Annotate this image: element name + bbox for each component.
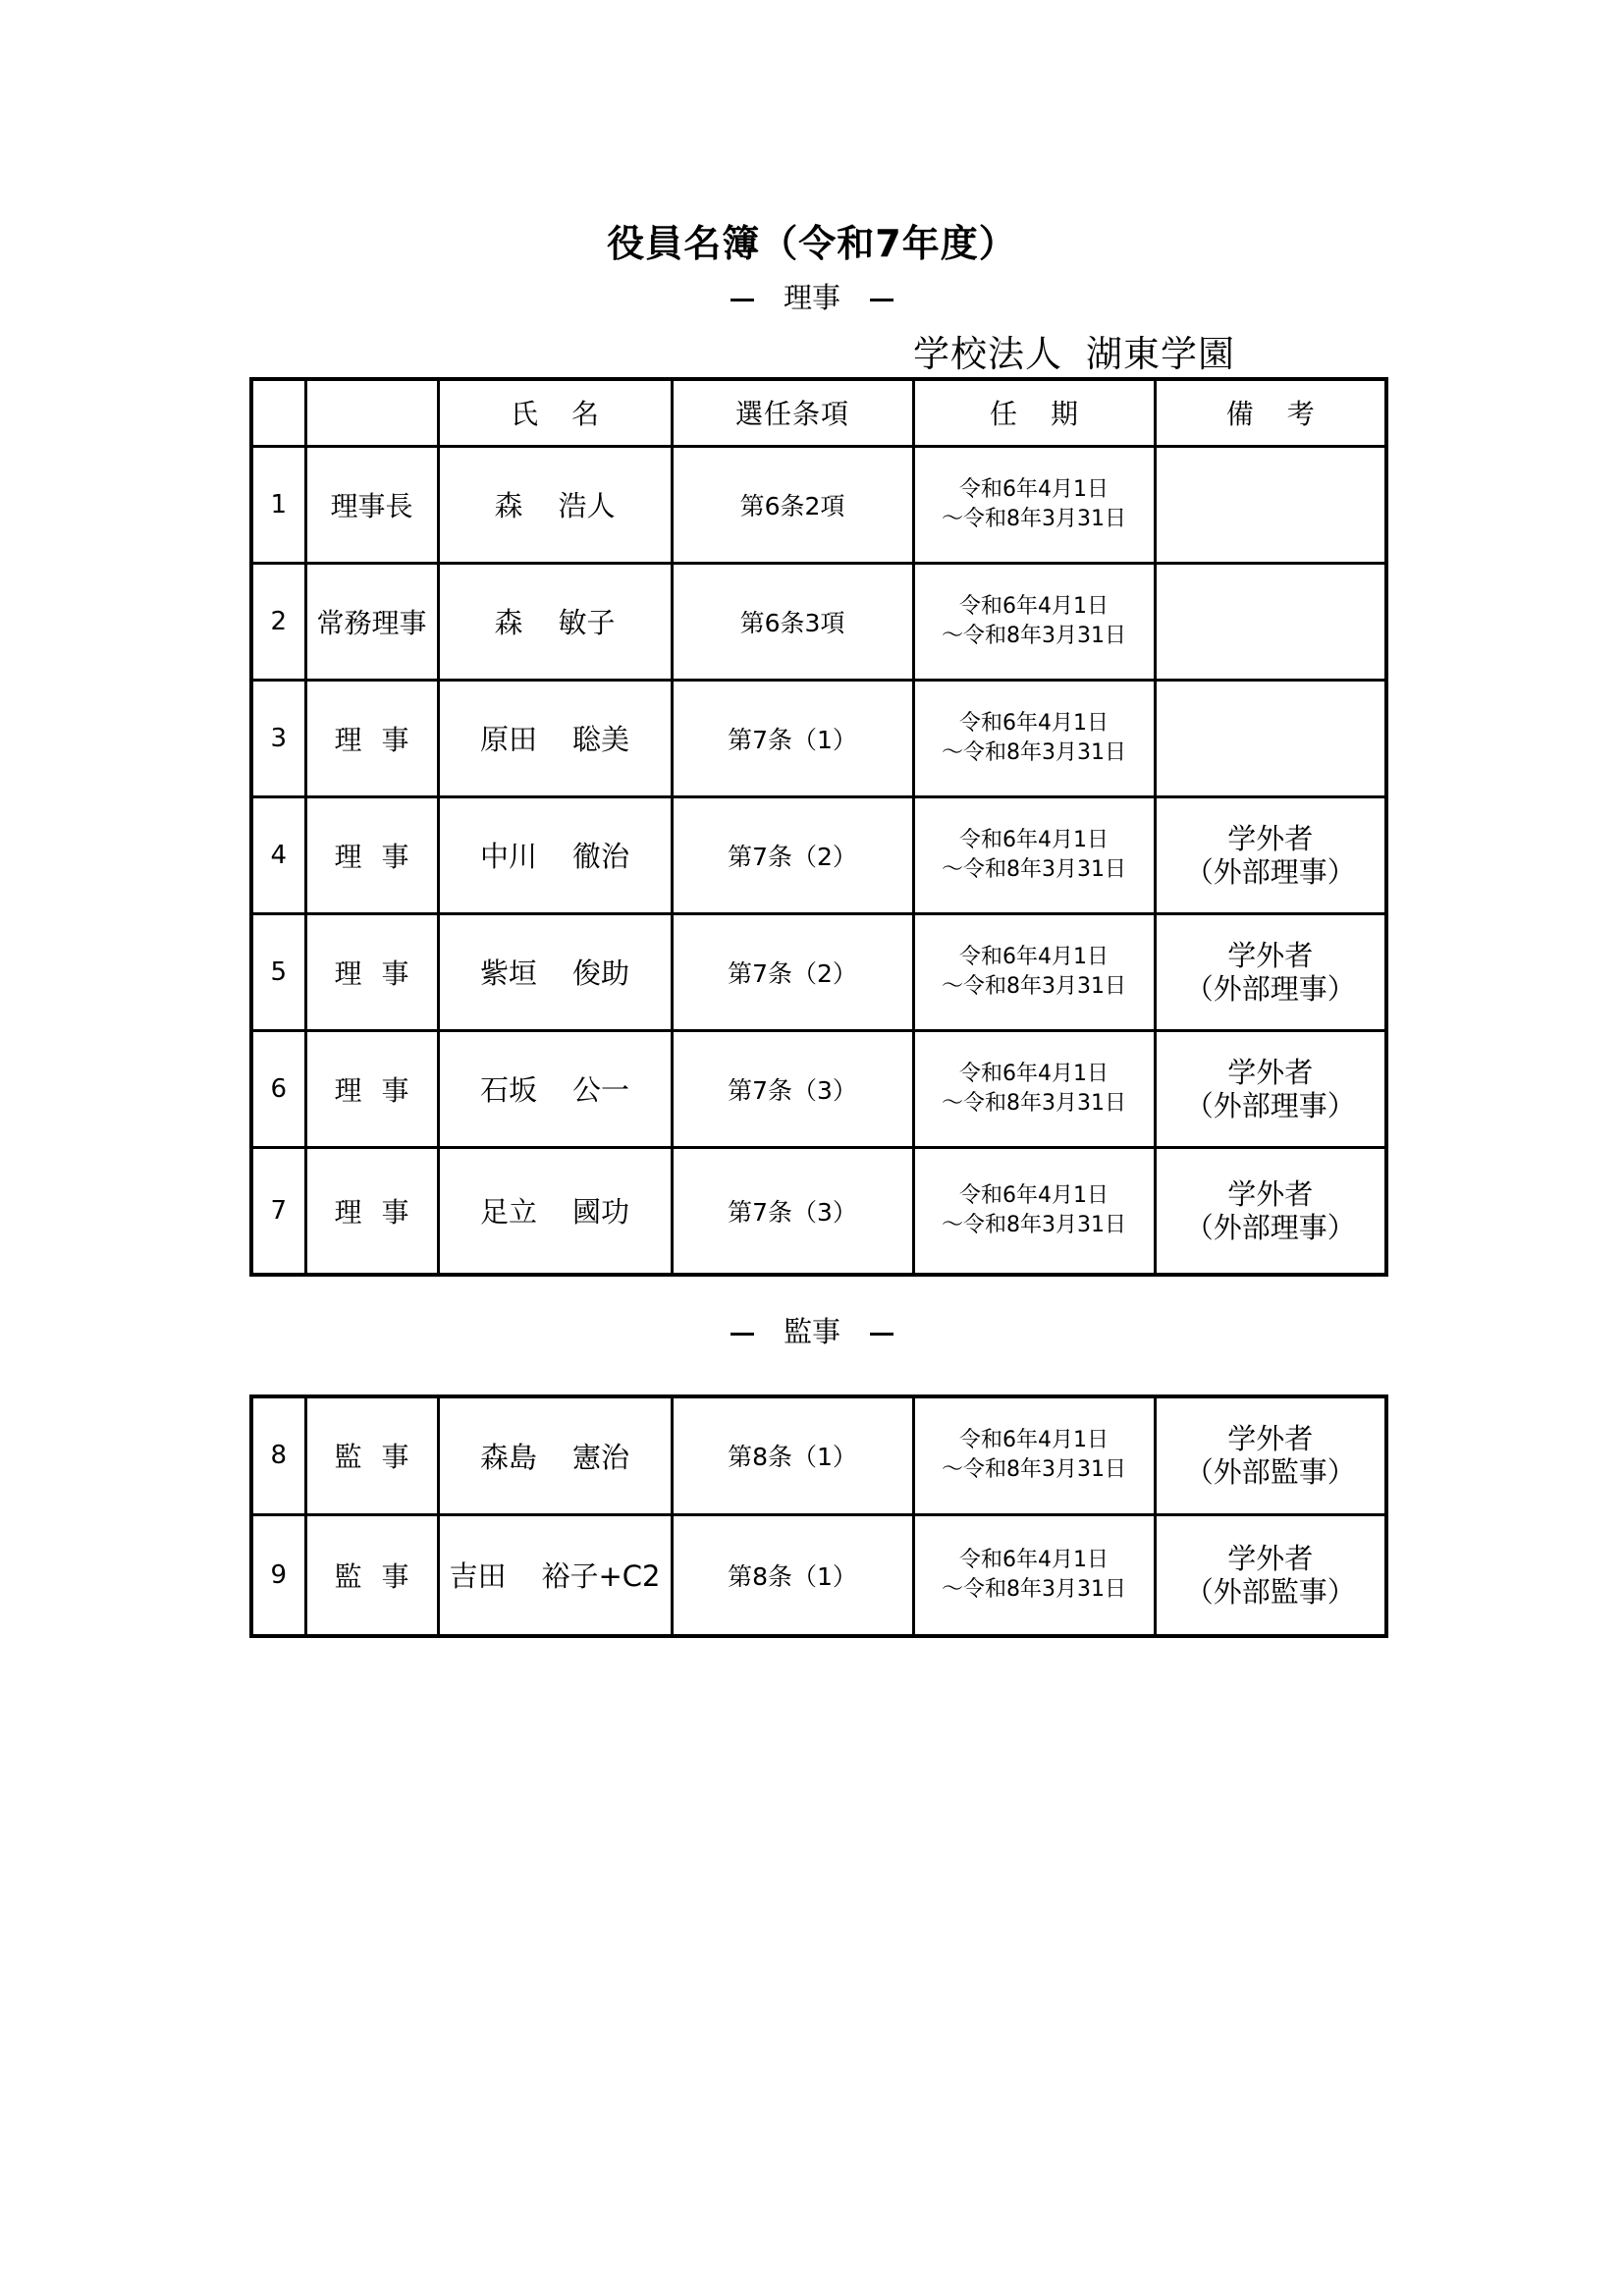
- note-cell: [1155, 796, 1386, 913]
- term-start: 令和6年4月1日: [959, 944, 1109, 969]
- term-cell: [913, 913, 1155, 1030]
- table-row: [251, 680, 1386, 796]
- given-name: 敏子: [558, 606, 616, 639]
- given-name: 浩人: [558, 489, 616, 522]
- dash-divider: [731, 299, 754, 301]
- appointment-clause: 第8条（1）: [672, 1514, 913, 1636]
- note-cell: [1155, 1030, 1386, 1147]
- organization-type: 学校法人: [913, 333, 1062, 375]
- term-start: 令和6年4月1日: [959, 476, 1109, 502]
- directors-table: [249, 377, 1388, 1277]
- header-name: [438, 379, 672, 446]
- header-role: [305, 379, 438, 446]
- appointment-clause: 第7条（2）: [672, 796, 913, 913]
- surname: 森: [494, 606, 523, 639]
- appointment-clause: 第7条（3）: [672, 1030, 913, 1147]
- note-cell: [1155, 1514, 1386, 1636]
- dash-divider: [870, 1333, 893, 1336]
- row-number: 3: [251, 680, 305, 796]
- role-cell: 理事: [305, 1030, 438, 1147]
- surname: 石坂: [479, 1073, 537, 1107]
- table-row: [251, 913, 1386, 1030]
- header-term-label: 任期: [989, 398, 1111, 431]
- term-cell: [913, 446, 1155, 563]
- note-line-2: （外部理事）: [1184, 1088, 1356, 1122]
- note-line-1: 学外者: [1227, 1176, 1314, 1211]
- term-cell: [913, 1030, 1155, 1147]
- name-cell: [438, 1030, 672, 1147]
- term-start: 令和6年4月1日: [959, 827, 1109, 852]
- given-name: 憲治: [572, 1440, 630, 1474]
- name-cell: [438, 680, 672, 796]
- surname: 紫垣: [479, 957, 537, 990]
- table-row: [251, 1147, 1386, 1275]
- role-cell: 理事: [305, 913, 438, 1030]
- term-end: ～令和8年3月31日: [942, 1090, 1126, 1116]
- appointment-clause: 第7条（2）: [672, 913, 913, 1030]
- given-name: 裕子+C2: [541, 1559, 661, 1594]
- role-cell: 監事: [305, 1396, 438, 1514]
- note-line-1: 学外者: [1227, 1422, 1314, 1456]
- note-cell: [1155, 913, 1386, 1030]
- term-end: ～令和8年3月31日: [942, 739, 1126, 765]
- header-term: [913, 379, 1155, 446]
- term-end: ～令和8年3月31日: [942, 973, 1126, 999]
- term-cell: [913, 680, 1155, 796]
- name-cell: [438, 1514, 672, 1636]
- term-start: 令和6年4月1日: [959, 593, 1109, 619]
- row-number: 1: [251, 446, 305, 563]
- header-clause: 選任条項: [672, 379, 913, 446]
- name-cell: [438, 446, 672, 563]
- term-cell: [913, 796, 1155, 913]
- table-row: [251, 796, 1386, 913]
- row-number: 8: [251, 1396, 305, 1514]
- term-end: ～令和8年3月31日: [942, 1212, 1126, 1237]
- section-heading-directors: [0, 278, 1624, 317]
- section-heading-label: 監事: [783, 1315, 840, 1348]
- note-cell: [1155, 446, 1386, 563]
- table-row: [251, 1030, 1386, 1147]
- appointment-clause: 第7条（1）: [672, 680, 913, 796]
- role-cell: 常務理事: [305, 563, 438, 680]
- header-name-label: 氏名: [510, 398, 632, 431]
- note-line-2: （外部監事）: [1184, 1574, 1356, 1609]
- term-end: ～令和8年3月31日: [942, 1576, 1126, 1602]
- term-end: ～令和8年3月31日: [942, 623, 1126, 648]
- table-row: [251, 563, 1386, 680]
- note-cell: [1155, 680, 1386, 796]
- table-row: [251, 1396, 1386, 1514]
- section-heading-label: 理事: [783, 281, 840, 314]
- term-start: 令和6年4月1日: [959, 1061, 1109, 1086]
- row-number: 9: [251, 1514, 305, 1636]
- term-start: 令和6年4月1日: [959, 710, 1109, 736]
- note-cell: [1155, 1396, 1386, 1514]
- term-start: 令和6年4月1日: [959, 1547, 1109, 1572]
- surname: 中川: [479, 840, 537, 873]
- note-cell: [1155, 1147, 1386, 1275]
- term-end: ～令和8年3月31日: [942, 856, 1126, 882]
- dash-divider: [870, 299, 893, 301]
- row-number: 2: [251, 563, 305, 680]
- organization-name: [913, 330, 1235, 379]
- term-cell: [913, 563, 1155, 680]
- appointment-clause: 第7条（3）: [672, 1147, 913, 1275]
- note-line-1: 学外者: [1227, 938, 1314, 972]
- organization-label: 湖東学園: [1086, 333, 1235, 375]
- header-note-label: 備考: [1225, 398, 1348, 431]
- term-end: ～令和8年3月31日: [942, 506, 1126, 531]
- name-cell: [438, 1396, 672, 1514]
- role-cell: 理事: [305, 1147, 438, 1275]
- given-name: 國功: [572, 1195, 630, 1230]
- name-cell: [438, 563, 672, 680]
- row-number: 4: [251, 796, 305, 913]
- role-cell: 理事: [305, 680, 438, 796]
- note-cell: [1155, 563, 1386, 680]
- page-title: 役員名簿（令和7年度）: [607, 222, 1017, 265]
- note-line-1: 学外者: [1227, 1055, 1314, 1089]
- note-line-1: 学外者: [1227, 821, 1314, 855]
- note-line-2: （外部監事）: [1184, 1455, 1356, 1490]
- note-line-2: （外部理事）: [1184, 854, 1356, 889]
- header-note: [1155, 379, 1386, 446]
- dash-divider: [731, 1333, 754, 1336]
- given-name: 聡美: [572, 723, 630, 756]
- given-name: 徹治: [572, 840, 630, 873]
- note-line-1: 学外者: [1227, 1541, 1314, 1575]
- table-row: [251, 1514, 1386, 1636]
- surname: 森島: [479, 1440, 537, 1474]
- term-cell: [913, 1396, 1155, 1514]
- role-cell: 理事長: [305, 446, 438, 563]
- appointment-clause: 第6条3項: [672, 563, 913, 680]
- role-cell: 監事: [305, 1514, 438, 1636]
- name-cell: [438, 913, 672, 1030]
- surname: 森: [494, 489, 523, 522]
- term-cell: [913, 1147, 1155, 1275]
- appointment-clause: 第8条（1）: [672, 1396, 913, 1514]
- name-cell: [438, 1147, 672, 1275]
- term-start: 令和6年4月1日: [959, 1428, 1109, 1453]
- term-start: 令和6年4月1日: [959, 1182, 1109, 1208]
- name-cell: [438, 796, 672, 913]
- given-name: 公一: [572, 1073, 630, 1107]
- row-number: 7: [251, 1147, 305, 1275]
- row-number: 6: [251, 1030, 305, 1147]
- note-line-2: （外部理事）: [1184, 1210, 1356, 1244]
- row-number: 5: [251, 913, 305, 1030]
- term-end: ～令和8年3月31日: [942, 1457, 1126, 1483]
- given-name: 俊助: [572, 957, 630, 990]
- table-row: [251, 446, 1386, 563]
- surname: 吉田: [449, 1559, 507, 1594]
- appointment-clause: 第6条2項: [672, 446, 913, 563]
- header-no: [251, 379, 305, 446]
- surname: 原田: [479, 723, 537, 756]
- auditors-table: [249, 1394, 1388, 1638]
- section-heading-auditors: [0, 1312, 1624, 1351]
- note-line-2: （外部理事）: [1184, 971, 1356, 1006]
- surname: 足立: [479, 1195, 537, 1230]
- role-cell: 理事: [305, 796, 438, 913]
- term-cell: [913, 1514, 1155, 1636]
- table-header-row: [251, 379, 1386, 446]
